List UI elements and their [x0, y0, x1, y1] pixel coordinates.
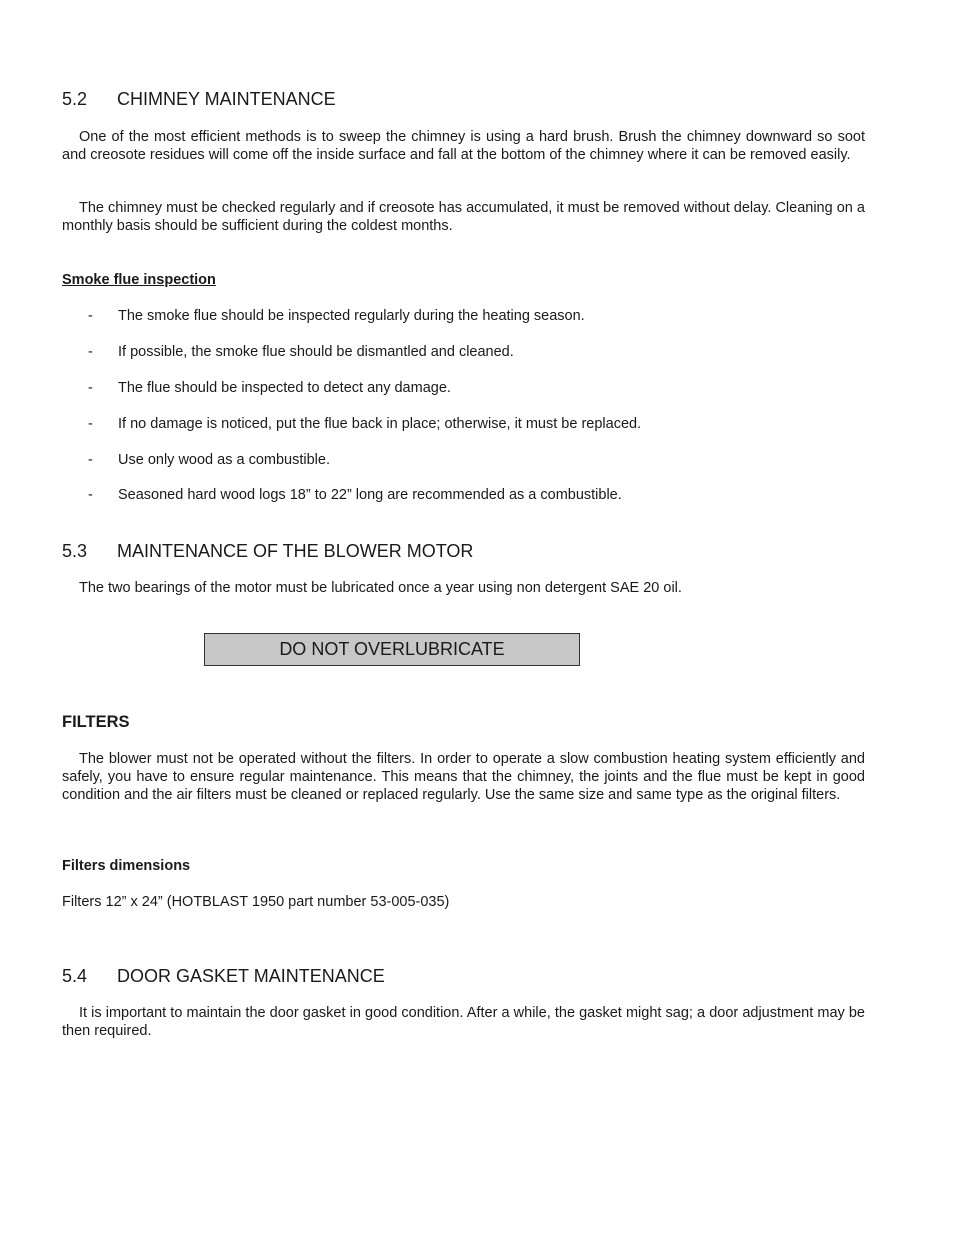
section-title: MAINTENANCE OF THE BLOWER MOTOR: [117, 541, 474, 561]
filters-heading: FILTERS: [62, 713, 130, 731]
list-item-text: Use only wood as a combustible.: [118, 452, 330, 468]
list-item: [0, 451, 954, 469]
sub-heading-smoke-flue: Smoke flue inspection: [62, 272, 216, 288]
list-item-text: The smoke flue should be inspected regularly during the heating season.: [118, 308, 585, 324]
bullet-dash: -: [88, 380, 93, 396]
paragraph-text: The blower must not be operated without the filters. In order to operate a slow combustion heating system efficiently and safely, you have to ensure regular maintenance. This means that the chimney, the joints and the flue must be kept in good condition and the air filters must be cleaned or replaced regularly. Use the same size and same type as the original filters.: [62, 751, 865, 803]
paragraph: [62, 199, 865, 235]
bullet-dash: -: [88, 487, 93, 503]
sub-heading-filters-dimensions: Filters dimensions: [62, 858, 191, 874]
bullet-dash: -: [88, 344, 93, 360]
list-item: [0, 415, 954, 433]
list-item-text: The flue should be inspected to detect any damage.: [118, 380, 451, 396]
section-title: CHIMNEY MAINTENANCE: [117, 89, 336, 109]
warning-box: DO NOT OVERLUBRICATE: [204, 633, 580, 666]
bullet-dash: -: [88, 452, 93, 468]
list-item-text: Seasoned hard wood logs 18” to 22” long are recommended as a combustible.: [118, 487, 622, 503]
paragraph-text: The chimney must be checked regularly and if creosote has accumulated, it must be removed without delay. Cleaning on a monthly basis should be sufficient during the coldest months.: [62, 200, 865, 234]
filters-dimensions-text: Filters 12” x 24” (HOTBLAST 1950 part number 53-005-035): [62, 894, 450, 910]
section-number: 5.3: [62, 541, 88, 561]
section-title: DOOR GASKET MAINTENANCE: [117, 966, 385, 986]
list-item: [0, 379, 954, 397]
paragraph: [62, 128, 865, 164]
list-item-text: If no damage is noticed, put the flue back in place; otherwise, it must be replaced.: [118, 416, 642, 432]
paragraph: [62, 1004, 865, 1040]
list-item: [0, 343, 954, 361]
list-item: [0, 486, 954, 504]
list-item: [0, 307, 954, 325]
section-number: 5.2: [62, 89, 88, 109]
bullet-dash: -: [88, 416, 93, 432]
section-heading-5-4: [62, 965, 385, 987]
paragraph: [62, 579, 865, 597]
paragraph-text: It is important to maintain the door gasket in good condition. After a while, the gasket might sag; a door adjustment may be then required.: [62, 1005, 865, 1039]
section-heading-5-3: [62, 540, 473, 562]
paragraph: [62, 750, 865, 804]
list-item-text: If possible, the smoke flue should be dismantled and cleaned.: [118, 344, 514, 360]
section-number: 5.4: [62, 966, 88, 986]
bullet-dash: -: [88, 308, 93, 324]
paragraph-text: The two bearings of the motor must be lubricated once a year using non detergent SAE 20 oil.: [79, 580, 682, 596]
paragraph-text: One of the most efficient methods is to sweep the chimney is using a hard brush. Brush the chimney downward so soot and creosote residues will come off the inside surface and fall at the bottom of the chimney where it can be removed easily.: [62, 129, 865, 163]
section-heading-5-2: [62, 88, 336, 110]
